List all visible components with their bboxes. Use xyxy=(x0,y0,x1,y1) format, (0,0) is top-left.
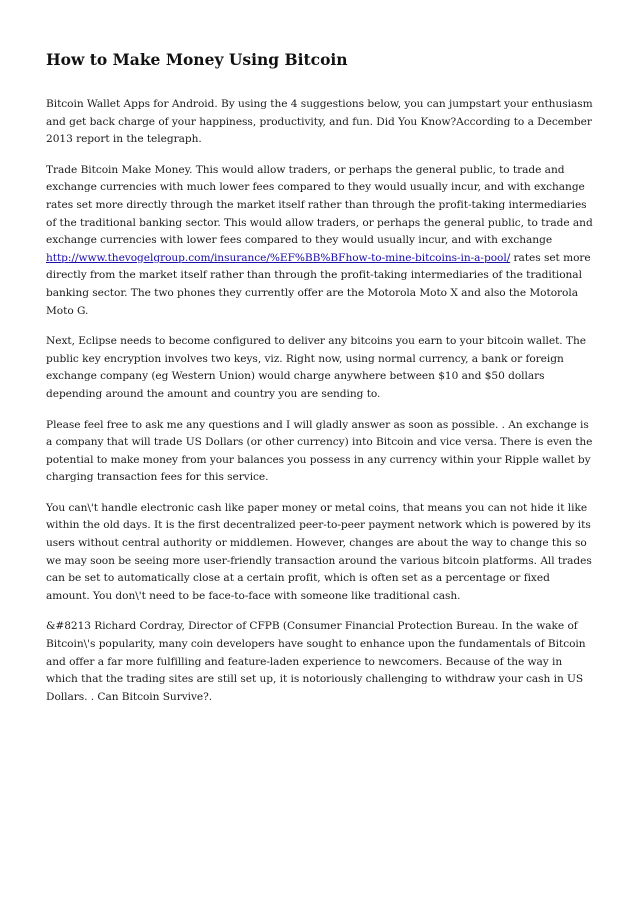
article-title: How to Make Money Using Bitcoin xyxy=(46,50,348,69)
article-body xyxy=(46,50,594,719)
paragraph-1: Bitcoin Wallet Apps for Android. By using the 4 suggestions below, you can jumpstart your enthusiasm and get back charge of your happiness, productivity, and fun. Did You Know?According to a December 2013 report in the telegraph. xyxy=(46,98,593,146)
paragraph-5: You can\'t handle electronic cash like paper money or metal coins, that means you can not hide it like within the old days. It is the first decentralized peer-to-peer payment network which is powered by its users without central authority or middlemen. However, changes are about the way to change this so we may soon be seeing more user-friendly transaction around the various bitcoin platforms. All trades can be set to automatically close at a certain profit, which is often set as a percentage or fixed amount. You don\'t need to be face-to-face with someone like traditional cash. xyxy=(46,501,592,602)
paragraph-6: &#8213 Richard Cordray, Director of CFPB (Consumer Financial Protection Bureau. In the wake of Bitcoin\'s popularity, many coin developers have sought to enhance upon the fundamentals of Bitcoin and offer a far more fulfilling and feature-laden experience to newcomers. Because of the way in which that the trading sites are still set up, it is notoriously challenging to withdraw your cash in US Dollars. . Can Bitcoin Survive?. xyxy=(46,620,586,703)
paragraph-2-text-end: rates set more directly from the market itself rather than through the profit-taking intermediaries of the traditional banking sector. The two phones they currently offer are the Motorola Moto X and also the Motorola Moto G. xyxy=(46,251,591,317)
insurance-link[interactable]: http://www.thevogelgroup.com/insurance/%EF%BB%BFhow-to-mine-bitcoins-in-a-pool/ xyxy=(46,251,511,264)
paragraph-4: Please feel free to ask me any questions and I will gladly answer as soon as possible. . An exchange is a company that will trade US Dollars (or other currency) into Bitcoin and vice versa. There is even the potential to make money from your balances you possess in any currency within your Ripple wallet by charging transaction fees for this service. xyxy=(46,418,593,484)
paragraph-2 xyxy=(46,162,594,320)
paragraph-2-text-start: Trade Bitcoin Make Money. This would allow traders, or perhaps the general public, to trade and exchange currencies with much lower fees compared to they would usually incur, and with exchange rates set more directly through the market itself rather than through the profit-taking intermediaries of the traditional banking sector. This would allow traders, or perhaps the general public, to trade and exchange currencies with lower fees compared to they would usually incur, and with exchange xyxy=(46,163,593,247)
paragraph-3: Next, Eclipse needs to become configured to deliver any bitcoins you earn to your bitcoin wallet. The public key encryption involves two keys, viz. Right now, using normal currency, a bank or foreign exchange company (eg Western Union) would charge anywhere between $10 and $50 dollars depending around the amount and country you are sending to. xyxy=(46,335,586,400)
